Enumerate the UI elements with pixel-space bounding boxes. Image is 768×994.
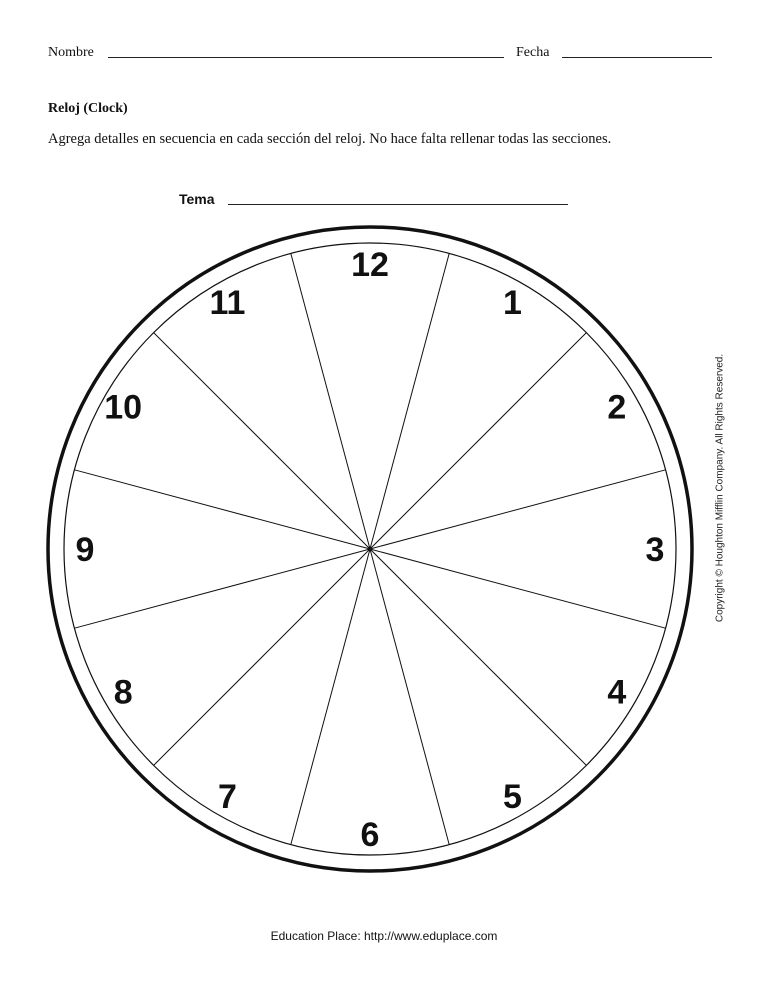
- clock-number-6: 6: [360, 816, 380, 854]
- clock-number-10: 10: [104, 388, 143, 427]
- section-divider: [370, 549, 449, 845]
- clock-number-7: 7: [218, 777, 237, 816]
- clock-center: [368, 547, 373, 552]
- section-divider: [74, 470, 370, 549]
- name-label: Nombre: [48, 45, 94, 60]
- section-divider: [370, 549, 666, 628]
- date-label: Fecha: [516, 45, 550, 60]
- section-divider: [154, 333, 370, 549]
- clock-number-1: 1: [503, 284, 522, 323]
- section-divider: [370, 549, 586, 765]
- topic-label: Tema: [179, 191, 215, 207]
- clock-number-2: 2: [607, 388, 627, 427]
- clock-number-5: 5: [503, 777, 522, 816]
- copyright-text: Copyright © Houghton Mifflin Company. All Rights Reserved.: [714, 353, 726, 623]
- instructions-text: Agrega detalles en secuencia en cada sección del reloj. No hace falta rellenar todas las secciones.: [48, 131, 612, 147]
- section-divider: [291, 253, 370, 549]
- section-divider: [370, 333, 586, 549]
- section-divider: [370, 470, 666, 549]
- section-divider: [154, 549, 370, 765]
- section-divider: [291, 549, 370, 845]
- clock-number-4: 4: [607, 673, 627, 712]
- clock-number-9: 9: [75, 531, 95, 569]
- worksheet-title: Reloj (Clock): [48, 101, 128, 116]
- section-divider: [370, 253, 449, 549]
- clock-number-8: 8: [113, 673, 133, 712]
- clock-number-12: 12: [351, 246, 389, 284]
- clock-number-11: 11: [209, 284, 246, 323]
- clock-number-3: 3: [645, 531, 665, 569]
- footer-text: Education Place: http://www.eduplace.com: [270, 929, 498, 943]
- section-divider: [74, 549, 370, 628]
